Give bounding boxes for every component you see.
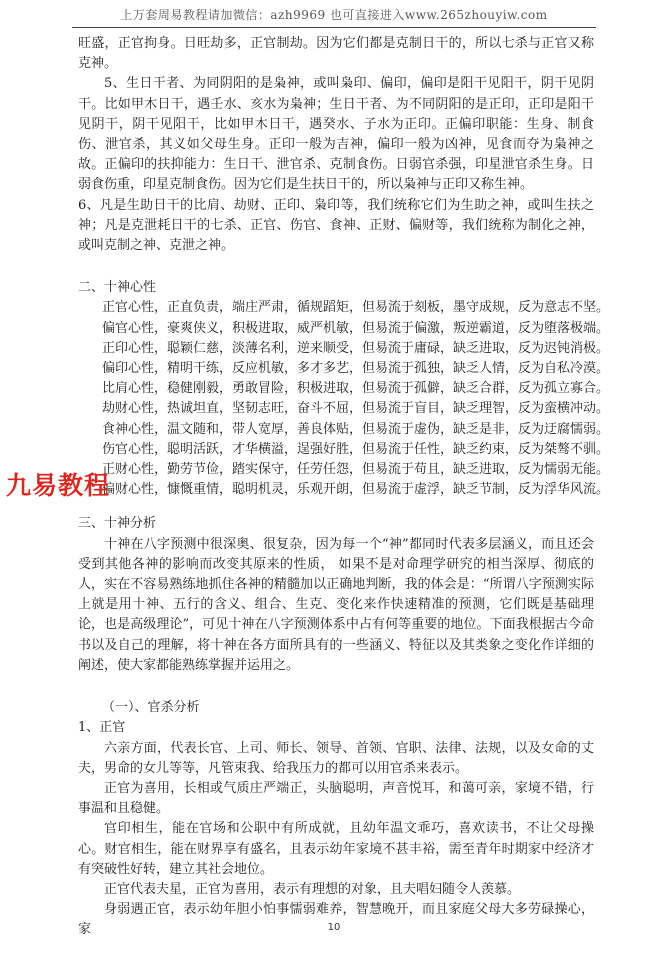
paragraph: 官印相生，能在官场和公职中有所成就，且幼年温文乖巧，喜欢读书，不让父母操心。财官相生，能在财界享有盛名，且表示幼年家境不甚丰裕，需至青年时期家中经济才有突破性好转，建立其社会地位。	[78, 821, 594, 877]
trait-line: 偏财心性，慷慨重情，聪明机灵，乐观开朗，但易流于虚浮，缺乏节制，反为浮华风流。	[102, 482, 610, 498]
page-content	[78, 34, 610, 941]
trait-line: 食神心性，温文随和，带人宽厚，善良体贴，但易流于虚伪，缺乏是非，反为迂腐懦弱。	[102, 421, 610, 437]
paragraph: 正官代表夫星，正官为喜用，表示有理想的对象，且夫唱妇随令人羡慕。	[104, 881, 521, 897]
trait-line: 偏官心性，豪爽侠义，积极进取，威严机敏，但易流于偏激，叛逆霸道，反为堕落极端。	[102, 320, 610, 336]
paragraph: 旺盛，正官拘身。日旺劫多，正官制劫。因为它们都是克制日干的，所以七杀与正官又称克神。	[78, 36, 594, 72]
page-header: 上万套周易教程请加微信：azh9969 也可直接进入www.265zhouyiw.com	[120, 8, 548, 22]
paragraph: 身弱遇正官，表示幼年胆小怕事懦弱难养，智慧晚开，而且家庭父母大多劳碌操心，家	[78, 902, 594, 938]
trait-line: 劫财心性，热诚坦直，坚韧志旺，奋斗不屈，但易流于盲目，缺乏理智，反为蛮横冲动。	[102, 401, 610, 417]
subsection-heading: （一）、官杀分析	[102, 700, 200, 716]
trait-line: 伤官心性，聪明活跃，才华横溢，逞强好胜，但易流于任性，缺乏约束，反为桀骜不驯。	[102, 441, 610, 457]
section-heading: 二、十神心性	[78, 280, 157, 296]
trait-list	[78, 298, 610, 500]
trait-line: 正财心性，勤劳节俭，踏实保守，任劳任怨，但易流于苟且，缺乏进取，反为懦弱无能。	[102, 462, 610, 478]
paragraph: 6、凡是生助日干的比肩、劫财、正印、枭印等，我们统称它们为生助之神，或叫生扶之神；凡是克泄耗日干的七杀、正官、伤官、食神、正财、偏财等，我们统称为制化之神，或叫克制之神、克泄之神。	[78, 197, 594, 254]
item-title: 1、正官	[78, 720, 126, 736]
watermark-logo: 九易教程	[6, 471, 111, 500]
paragraph: 5、生日干者、为同阴阳的是枭神，或叫枭印、偏印，偏印是阳干见阳干，阴干见阴干。比如甲木日干，遇壬水、亥水为枭神；生日干者、为不同阴阳的是正印，正印是阳干见阴干，阴干见阳干，比如甲木日干，遇癸水、子水为正印。正偏印职能：生身、制食伤、泄官杀，其义如父母生身。正印一般为吉神，偏印一般为凶神，见食而夺为枭神之故。正偏印的扶抑能力：生日干、泄官杀、克制食伤。日弱官杀强，印星泄官杀生身。日弱食伤重，印星克制食伤。因为它们是生扶日干的，所以枭神与正印又称生神。	[78, 76, 594, 193]
section-heading: 三、十神分析	[78, 516, 157, 532]
paragraph: 十神在八字预测中很深奥、很复杂，因为每一个“神”都同时代表多层涵义，而且还会受到其他各神的影响而改变其原来的性质， 如果不是对命理学研究的相当深厚、彻底的人，实在不容易熟练地抓住各神的精髓加以正确地判断，我的体会是：“所谓八字预测实际上就是用十神、五行的含义、组合、生克、变化来作快速精准的预测，它们既是基础理论，也是高级理论”，可见十神在八字预测体系中占有何等重要的地位。下面我根据古今命书以及自己的理解，将十神在各方面所具有的一些涵义、特征以及其类象之变化作详细的阐述，使大家都能熟练掌握并运用之。	[78, 536, 594, 673]
trait-line: 比肩心性，稳健刚毅，勇敢冒险，积极进取，但易流于孤僻，缺乏合群，反为孤立寡合。	[102, 381, 610, 397]
page-number: 10	[327, 922, 341, 933]
header-divider	[72, 27, 596, 28]
trait-line: 偏印心性，精明干练，反应机敏，多才多艺，但易流于孤独，缺乏人情，反为自私冷漠。	[102, 361, 610, 377]
paragraph: 六亲方面，代表长官、上司、师长、领导、首领、官职、法律、法规，以及女命的丈夫，男命的女儿等等，凡管束我、给我压力的都可以用官杀来表示。	[78, 740, 594, 776]
paragraph: 正官为喜用，长相或气质庄严端正，头脑聪明，声音悦耳，和蔼可亲，家境不错，行事温和且稳健。	[78, 780, 594, 817]
trait-line: 正官心性，正直负责，端庄严肃，循规蹈矩，但易流于刻板，墨守成规，反为意志不坚。	[102, 300, 610, 316]
trait-line: 正印心性，聪颖仁慈，淡薄名利，逆来顺受，但易流于庸碌，缺乏进取，反为迟钝消极。	[102, 340, 610, 356]
